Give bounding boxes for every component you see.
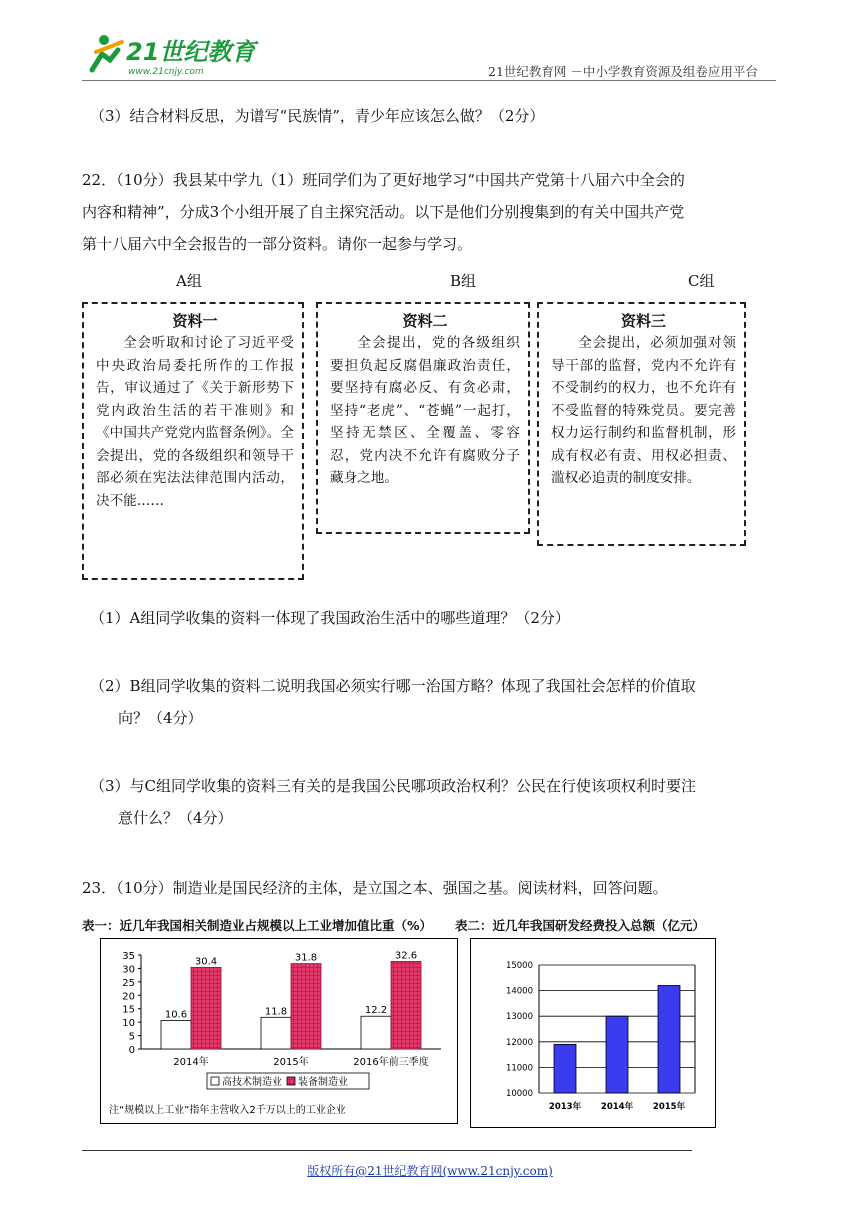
chart1-legend-label: 装备制造业 bbox=[298, 1077, 348, 1088]
chart1-y-tick-label: 10 bbox=[122, 1018, 135, 1030]
q22-sub2-line2-wrap bbox=[90, 702, 780, 734]
chart1-legend-label: 高技术制造业 bbox=[222, 1077, 282, 1088]
chart2-bar bbox=[606, 1016, 628, 1093]
q22-sub3-line1: （3）与C组同学收集的资料三有关的是我国公民哪项政治权利？公民在行使该项权利时要注 bbox=[90, 777, 697, 795]
chart1-legend-swatch bbox=[211, 1077, 219, 1085]
logo-url: www.21cnjy.com bbox=[128, 67, 204, 77]
material-three-title: 资料三 bbox=[620, 312, 666, 330]
material-three-box bbox=[537, 302, 746, 546]
chart2-x-tick-label: 2014年 bbox=[600, 1102, 634, 1112]
material-three-text: 全会提出，必须加强对领导干部的监督，党内不允许有不受制约的权力，也不允许有不受监督的特殊党员。要完善权力运行制约和监督机制，形成有权必有责、用权必担责、滥权必追责的制度安排。 bbox=[551, 335, 736, 486]
chart1-caption: 表一：近几年我国相关制造业占规模以上工业增加值比重（%） bbox=[82, 918, 433, 933]
q22-sub3-line2-wrap bbox=[90, 802, 780, 834]
chart1-y-tick-label: 0 bbox=[128, 1045, 135, 1056]
chart1-y-tick-label: 35 bbox=[122, 951, 135, 962]
chart1-y-tick-label: 30 bbox=[122, 964, 135, 976]
group-b-label: B组 bbox=[450, 272, 477, 290]
chart1-legend-swatch bbox=[287, 1077, 295, 1085]
footer-divider bbox=[82, 1150, 692, 1151]
header-divider bbox=[82, 80, 776, 81]
chart1-bar bbox=[161, 1021, 191, 1049]
chart1-bar bbox=[261, 1017, 291, 1049]
footer-copyright-link[interactable]: 版权所有@21世纪教育网(www.21cnjy.com) bbox=[307, 1164, 553, 1178]
chart1-bar-label: 10.6 bbox=[164, 1009, 188, 1021]
chart2-y-tick-label: 11000 bbox=[505, 1063, 533, 1074]
chart1-bar-label: 31.8 bbox=[294, 952, 318, 964]
q22-sub2-line2: 向？（4分） bbox=[118, 709, 203, 727]
chart1-bar bbox=[291, 964, 321, 1049]
chart2-svg bbox=[471, 939, 715, 1127]
q22-stem-line3: 第十八届六中全会报告的一部分资料。请你一起参与学习。 bbox=[82, 235, 473, 253]
chart2-y-tick-label: 14000 bbox=[505, 986, 533, 997]
chart2-x-tick-label: 2015年 bbox=[652, 1102, 686, 1112]
material-one-box bbox=[82, 302, 304, 580]
chart1-bar-label: 12.2 bbox=[364, 1005, 388, 1017]
q22-stem-line2: 内容和精神”，分成3个小组开展了自主探究活动。以下是他们分别搜集到的有关中国共产党 bbox=[82, 203, 685, 221]
chart2-frame bbox=[470, 938, 716, 1128]
chart1-x-tick-label: 2016年前三季度 bbox=[353, 1057, 429, 1068]
material-one-title: 资料一 bbox=[172, 312, 218, 330]
chart1-frame bbox=[100, 938, 458, 1124]
chart2-y-tick-label: 10000 bbox=[505, 1089, 533, 1099]
q21-sub3: （3）结合材料反思，为谱写“民族情”，青少年应该怎么做？（2分） bbox=[90, 107, 545, 125]
chart1-bar bbox=[391, 961, 421, 1049]
material-two-text: 全会提出，党的各级组织要担负起反腐倡廉政治责任，要坚持有腐必反、有贪必肃，坚持“老虎”、“苍蝇”一起打，坚持无禁区、全覆盖、零容忍，党内决不允许有腐败分子藏身之地。 bbox=[330, 335, 520, 486]
chart1-svg bbox=[101, 939, 457, 1123]
q22-stem-line1: 22．（10分）我县某中学九（1）班同学们为了更好地学习“中国共产党第十八届六中全会的 bbox=[82, 171, 685, 189]
chart1-y-tick-label: 15 bbox=[122, 1004, 135, 1016]
q22-sub2-line1: （2）B组同学收集的资料二说明我国必须实行哪一治国方略？体现了我国社会怎样的价值取 bbox=[90, 677, 696, 695]
q22-sub3-line2: 意什么？（4分） bbox=[118, 809, 233, 827]
group-a-label: A组 bbox=[176, 272, 202, 290]
chart2-y-tick-label: 15000 bbox=[505, 961, 533, 971]
chart1-bar-label: 32.6 bbox=[394, 950, 418, 962]
chart2-caption: 表二：近几年我国研发经费投入总额（亿元） bbox=[455, 918, 706, 933]
chart1-x-tick-label: 2015年 bbox=[273, 1057, 309, 1068]
chart1-bar bbox=[191, 967, 221, 1049]
chart1-y-tick-label: 5 bbox=[128, 1031, 135, 1043]
header-tagline: 21世纪教育网 －中小学教育资源及组卷应用平台 bbox=[488, 64, 758, 79]
material-one-text: 全会听取和讨论了习近平受中央政治局委托所作的工作报告，审议通过了《关于新形势下党内政治生活的若干准则》和《中国共产党党内监督条例》。全会提出，党的各级组织和领导干部必须在宪法法律范围内活动，决不能…… bbox=[96, 335, 294, 509]
q23-stem: 23．（10分）制造业是国民经济的主体，是立国之本、强国之基。阅读材料，回答问题。 bbox=[82, 879, 668, 897]
chart2-bar bbox=[554, 1044, 576, 1093]
q22-sub1: （1）A组同学收集的资料一体现了我国政治生活中的哪些道理？（2分） bbox=[90, 609, 570, 627]
material-two-title: 资料二 bbox=[402, 312, 448, 330]
chart1-bar-label: 30.4 bbox=[194, 956, 218, 968]
material-two-box bbox=[316, 302, 530, 534]
chart2-y-tick-label: 13000 bbox=[505, 1012, 533, 1023]
chart2-x-tick-label: 2013年 bbox=[548, 1102, 582, 1112]
chart1-bar-label: 11.8 bbox=[264, 1006, 288, 1018]
chart2-y-tick-label: 12000 bbox=[505, 1037, 533, 1048]
logo-title: 21世纪教育 bbox=[126, 38, 256, 66]
site-logo bbox=[82, 30, 262, 82]
chart1-y-tick-label: 20 bbox=[122, 991, 135, 1003]
chart1-bar bbox=[361, 1016, 391, 1049]
chart2-bar bbox=[658, 985, 680, 1093]
chart1-note: 注“规模以上工业”指年主营收入2千万以上的工业企业 bbox=[109, 1105, 346, 1116]
chart1-y-tick-label: 25 bbox=[122, 977, 135, 989]
chart1-x-tick-label: 2014年 bbox=[173, 1057, 209, 1068]
group-c-label: C组 bbox=[688, 272, 715, 290]
